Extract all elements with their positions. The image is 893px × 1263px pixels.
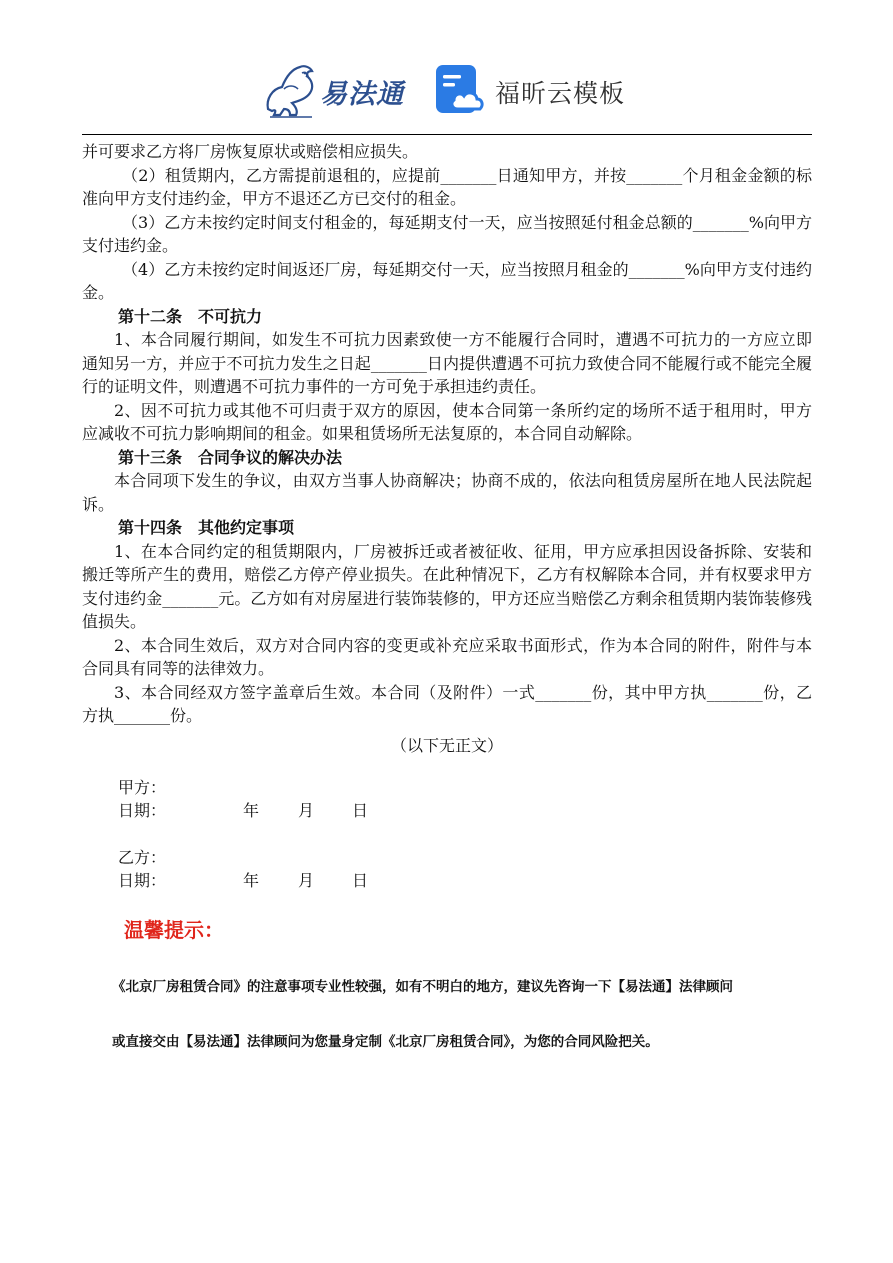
day-label: 日 bbox=[352, 801, 369, 820]
paragraph: 1、在本合同约定的租赁期限内，厂房被拆迁或者被征收、征用，甲方应承担因设备拆除、安装和搬迁等所产生的费用，赔偿乙方停产停业损失。在此种情况下，乙方有权解除本合同，并有权要求甲方支付违约金_______元。乙方如有对房屋进行装饰装修的，甲方还应当赔偿乙方剩余租赁期内装饰装修残值损失。 bbox=[82, 541, 812, 631]
day-label: 日 bbox=[352, 871, 369, 890]
tips-title: 温馨提示： bbox=[124, 918, 224, 942]
end-of-text-note: （以下无正文） bbox=[390, 735, 503, 755]
month-label: 月 bbox=[298, 871, 315, 890]
party-a-label: 甲方： bbox=[118, 778, 167, 797]
header bbox=[0, 55, 893, 125]
year-label: 年 bbox=[243, 801, 260, 820]
party-b-signature bbox=[118, 846, 368, 892]
cloud-document-icon bbox=[436, 65, 488, 117]
paragraph: （4）乙方未按约定时间返还厂房，每延期交付一天，应当按照月租金的_______%向甲方支付违约金。 bbox=[82, 259, 812, 302]
party-b-date bbox=[118, 869, 368, 892]
paragraph: 2、本合同生效后，双方对合同内容的变更或补充应采取书面形式，作为本合同的附件，附件与本合同具有同等的法律效力。 bbox=[82, 635, 812, 678]
qilin-icon bbox=[262, 59, 322, 121]
tips-line: 或直接交由【易法通】法律顾问为您量身定制《北京厂房租赁合同》，为您的合同风险把关。 bbox=[112, 1034, 659, 1050]
section-heading: 第十四条 其他约定事项 bbox=[118, 518, 295, 537]
contract-body bbox=[82, 140, 812, 757]
paragraph: 3、本合同经双方签字盖章后生效。本合同（及附件）一式_______份，其中甲方执_______份，乙方执_______份。 bbox=[82, 682, 812, 725]
paragraph: 2、因不可抗力或其他不可归责于双方的原因，使本合同第一条所约定的场所不适于租用时，甲方应减收不可抗力影响期间的租金。如果租赁场所无法复原的，本合同自动解除。 bbox=[82, 400, 812, 443]
paragraph: （2）租赁期内，乙方需提前退租的，应提前_______日通知甲方，并按_______个月租金金额的标准向甲方支付违约金，甲方不退还乙方已交付的租金。 bbox=[82, 165, 812, 208]
paragraph: 本合同项下发生的争议，由双方当事人协商解决；协商不成的，依法向租赁房屋所在地人民法院起诉。 bbox=[82, 471, 812, 514]
section-heading: 第十三条 合同争议的解决办法 bbox=[118, 447, 343, 467]
party-a-date bbox=[118, 799, 368, 822]
yifatong-logo-text: 易法通 bbox=[320, 79, 404, 110]
header-divider bbox=[82, 134, 812, 135]
month-label: 月 bbox=[298, 801, 315, 820]
paragraph: 并可要求乙方将厂房恢复原状或赔偿相应损失。 bbox=[82, 142, 419, 161]
fuxin-logo bbox=[436, 65, 646, 117]
yifatong-logo bbox=[262, 59, 412, 121]
paragraph: （3）乙方未按约定时间支付租金的，每延期支付一天，应当按照延付租金总额的_______%向甲方支付违约金。 bbox=[82, 212, 812, 255]
party-a-signature bbox=[118, 776, 368, 822]
fuxin-logo-text: 福昕云模板 bbox=[495, 79, 626, 108]
section-heading: 第十二条 不可抗力 bbox=[118, 306, 263, 326]
year-label: 年 bbox=[243, 871, 260, 890]
date-label: 日期： bbox=[118, 801, 167, 820]
tips-line: 《北京厂房租赁合同》的注意事项专业性较强，如有不明白的地方，建议先咨询一下【易法通】法律顾问 bbox=[112, 979, 733, 995]
date-label: 日期： bbox=[118, 871, 167, 890]
party-b-label: 乙方： bbox=[118, 848, 167, 867]
paragraph: 1、本合同履行期间，如发生不可抗力因素致使一方不能履行合同时，遭遇不可抗力的一方应立即通知另一方，并应于不可抗力发生之日起_______日内提供遭遇不可抗力致使合同不能履行或不能完全履行的证明文件，则遭遇不可抗力事件的一方可免于承担违约责任。 bbox=[82, 330, 812, 396]
